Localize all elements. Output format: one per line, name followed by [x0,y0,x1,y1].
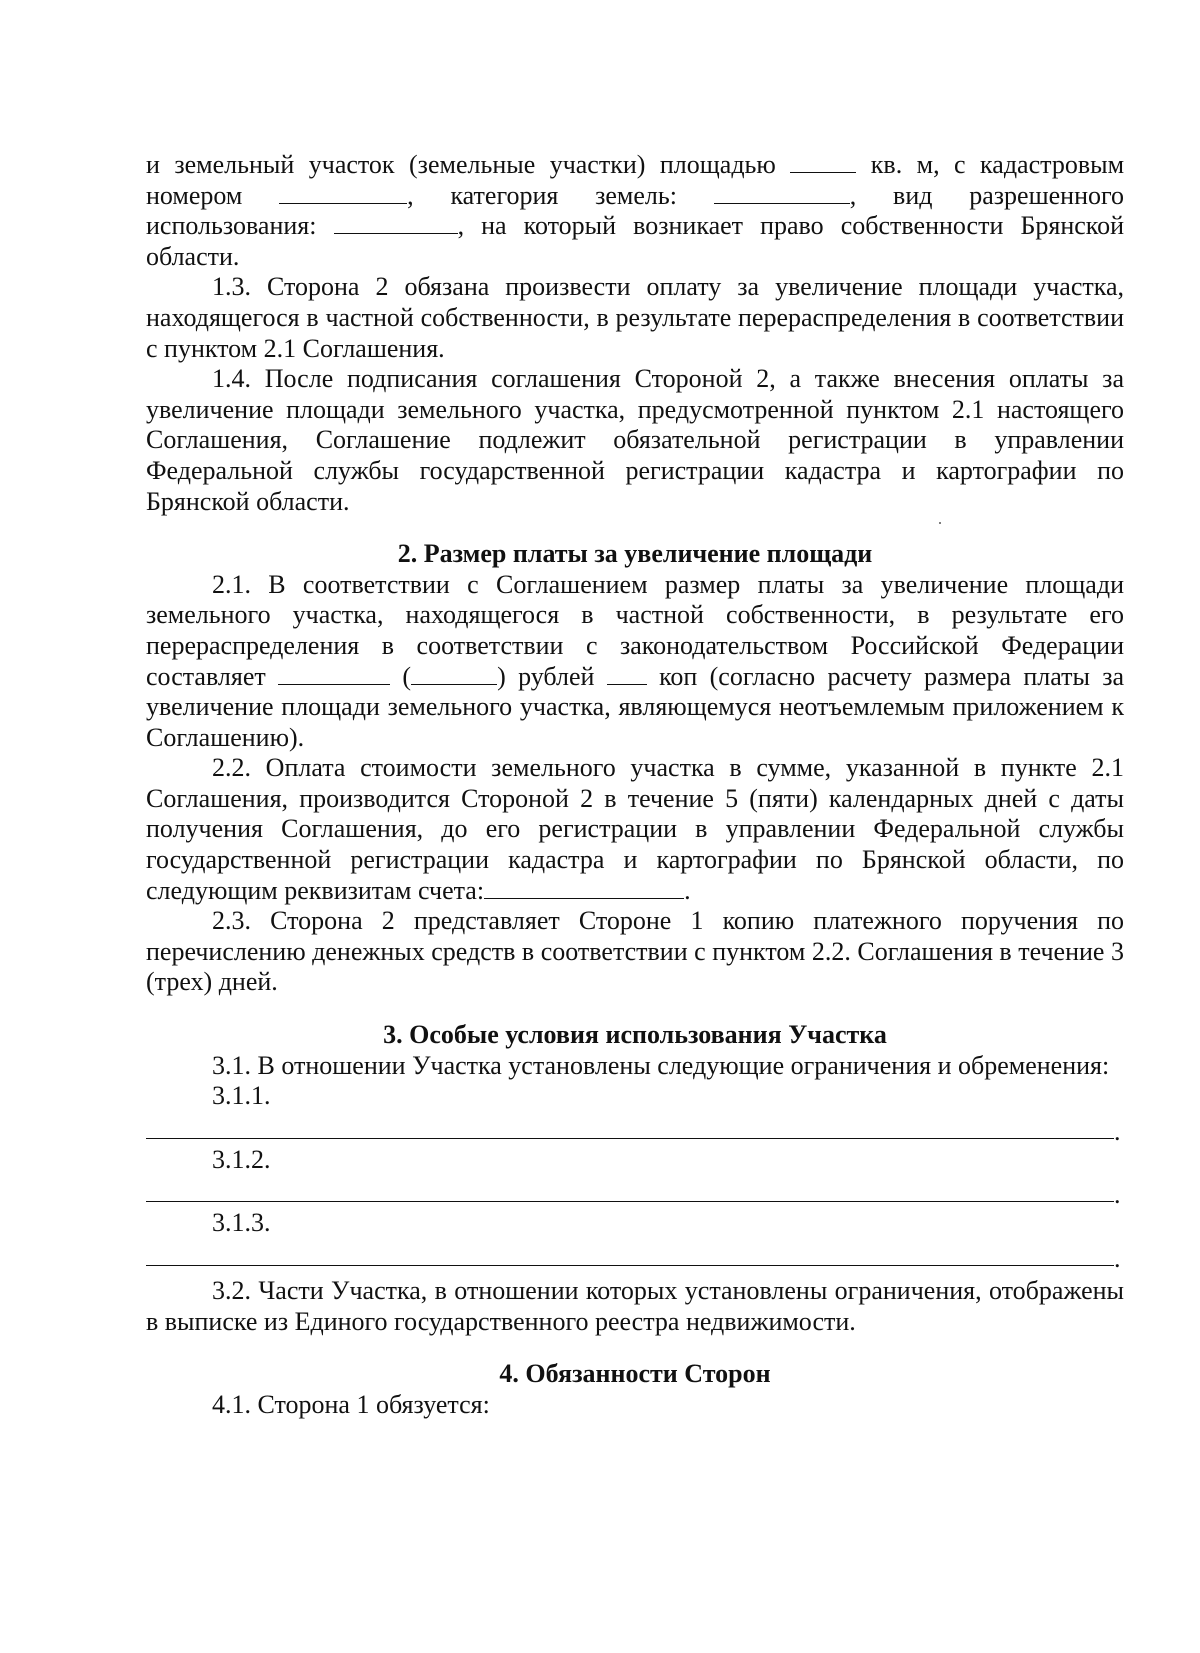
item-3-1-3: 3.1.3. [212,1208,271,1238]
paragraph-2-2 [146,753,1124,906]
intro-text: использования: [146,211,317,241]
item-3-1-1: 3.1.1. [212,1081,271,1111]
cadastral-field: , [279,181,414,210]
p21-text: 2.1. В соответствии с Соглашением размер платы за увеличение площади земельного участка, находящегося в частной собственности, в результате его перераспределения в соответствии с законодательством Российской Федерации составляет [146,569,1124,691]
p22-text: . [684,875,691,905]
paragraph-3-2: 3.2. Части Участка, в отношении которых установлены ограничения, отображены в выписке из Единого государственного реестра недвижимости. [146,1276,1124,1336]
intro-text: вид [893,180,933,210]
p21-text: ( [402,661,412,691]
p21-text: коп (согласно расчету размера платы за увеличение площади земельного участка, являющемуся неотъемлемым приложением к Соглашению). [146,661,1125,752]
p21-text: ) рублей [497,661,595,691]
amount-words-blank [411,662,497,685]
usage-field [334,211,1124,240]
fill-dot: . [1114,1180,1121,1210]
intro-text: разрешенного [969,180,1125,210]
intro-line-1 [146,150,1124,181]
paragraph-2-1 [146,570,1124,754]
fill-rule [146,1265,1114,1266]
item-3-1-2: 3.1.2. [212,1144,271,1174]
paragraph-3-1: 3.1. В отношении Участка установлены следующие ограничения и обременения: [212,1050,1110,1080]
category-field: , [714,181,857,210]
intro-text: , на который возникает право собственности Брянской [457,211,1125,241]
section-3-title: 3. Особые условия использования Участка [383,1020,887,1050]
intro-text: номером [146,180,243,210]
cadastral-blank [279,181,407,204]
fill-line-3-1-3 [146,1239,1124,1272]
fill-rule [146,1138,1114,1139]
intro-line-2 [146,181,1124,212]
paragraph-1-4: 1.4. После подписания соглашения Стороной 2, а также внесения оплаты за увеличение площади земельного участка, предусмотренной пунктом 2.1 настоящего Соглашения, Соглашение подлежит обязательной регистрации в управлении Федеральной службы государственной регистрации кадастра и картографии по Брянской области. [146,364,1124,516]
intro-text: кв. м, с кадастровым [870,150,1125,179]
intro-line-3 [146,211,1124,242]
section-2-title: 2. Размер платы за увеличение площади [397,539,873,569]
document-body [146,150,1124,1420]
fill-dot: . [1114,1244,1121,1273]
intro-text: земель: [595,180,677,210]
paragraph-1-3: 1.3. Сторона 2 обязана произвести оплату за увеличение площади участка, находящегося в частной собственности, в результате перераспределения в соответствии с пунктом 2.1 Соглашения. [146,272,1124,363]
p22-text: 2.2. Оплата стоимости земельного участка в сумме, указанной в пункте 2.1 Соглашения, производится Стороной 2 в течение 5 (пяти) календарных дней с даты получения Соглашения, до его регистрации в управлении Федеральной службы государственной регистрации кадастра и картографии по Брянской области, по следующим реквизитам счета: [146,753,1124,905]
amount-blank [278,662,390,685]
kopeck-blank [607,662,647,685]
intro-line-4: области. [146,241,240,271]
usage-blank [334,211,458,234]
fill-rule [146,1201,1114,1202]
paragraph-4-1: 4.1. Сторона 1 обязуется: [212,1389,490,1419]
category-blank [714,181,850,204]
intro-text: и земельный участок (земельные участки) площадью [146,150,776,179]
fill-dot: . [1114,1116,1121,1146]
fill-line-3-1-2 [146,1175,1124,1208]
section-4-title: 4. Обязанности Сторон [499,1359,771,1389]
account-blank [484,876,684,899]
paragraph-2-3: 2.3. Сторона 2 представляет Стороне 1 копию платежного поручения по перечислению денежных средств в соответствии с пунктом 2.2. Соглашения в течение 3 (трех) дней. [146,906,1124,997]
area-blank [790,150,856,173]
intro-text: категория [450,180,559,210]
fill-line-3-1-1 [146,1112,1124,1145]
